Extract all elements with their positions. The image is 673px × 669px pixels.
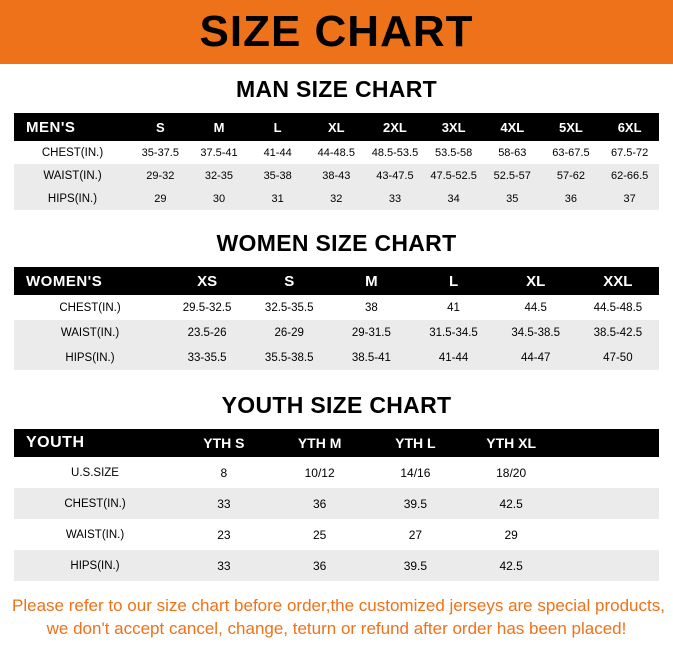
women-row-0-label: CHEST(IN.) [14,295,166,320]
table-row [14,164,659,187]
man-size-table [14,113,659,210]
women-row-2-val-3: 41-44 [412,345,494,370]
youth-row-0-label: U.S.SIZE [14,457,176,488]
youth-header-col-3: YTH XL [463,429,559,457]
table-row [14,519,659,550]
man-row-1-val-2: 35-38 [248,164,307,187]
youth-row-3-val-3: 42.5 [463,550,559,581]
youth-section-title: YOUTH SIZE CHART [221,392,452,418]
man-header-col-2: L [248,113,307,141]
man-row-1-val-5: 47.5-52.5 [424,164,483,187]
man-row-0-val-0: 35-37.5 [131,141,190,164]
man-row-1-val-1: 32-35 [190,164,249,187]
women-row-1-val-1: 26-29 [248,320,330,345]
youth-row-3-val-1: 36 [272,550,368,581]
women-section-title: WOMEN SIZE CHART [216,230,457,256]
table-row [14,550,659,581]
youth-header-spacer [559,429,659,457]
table-header-row [14,267,659,295]
youth-row-0-val-1: 10/12 [272,457,368,488]
man-row-1-val-6: 52.5-57 [483,164,542,187]
youth-row-1-spacer [559,488,659,519]
women-row-2-val-4: 44-47 [495,345,577,370]
women-header-col-1: S [248,267,330,295]
women-size-section [0,230,673,370]
man-row-2-label: HIPS(IN.) [14,187,131,210]
man-row-0-val-4: 48.5-53.5 [366,141,425,164]
youth-row-1-val-0: 33 [176,488,272,519]
youth-row-1-label: CHEST(IN.) [14,488,176,519]
women-row-2-val-5: 47-50 [577,345,659,370]
youth-row-0-val-0: 8 [176,457,272,488]
women-header-corner: WOMEN'S [14,267,166,295]
order-notice [0,595,673,641]
women-row-2-val-1: 35.5-38.5 [248,345,330,370]
women-header-col-4: XL [495,267,577,295]
youth-header-col-2: YTH L [368,429,464,457]
man-row-0-val-1: 37.5-41 [190,141,249,164]
man-row-0-val-5: 53.5-58 [424,141,483,164]
man-row-2-val-1: 30 [190,187,249,210]
man-row-2-val-7: 36 [542,187,601,210]
table-row [14,295,659,320]
women-row-1-val-0: 23.5-26 [166,320,248,345]
youth-row-3-val-0: 33 [176,550,272,581]
man-row-2-val-2: 31 [248,187,307,210]
man-header-col-0: S [131,113,190,141]
man-header-col-5: 3XL [424,113,483,141]
women-row-1-val-5: 38.5-42.5 [577,320,659,345]
youth-row-0-val-2: 14/16 [368,457,464,488]
man-row-0-val-6: 58-63 [483,141,542,164]
youth-row-2-val-3: 29 [463,519,559,550]
youth-row-3-val-2: 39.5 [368,550,464,581]
man-row-0-val-2: 41-44 [248,141,307,164]
youth-size-section [0,392,673,581]
youth-row-3-spacer [559,550,659,581]
man-row-1-val-8: 62-66.5 [600,164,659,187]
man-row-2-val-8: 37 [600,187,659,210]
page-title: SIZE CHART [199,7,474,56]
man-header-corner: MEN'S [14,113,131,141]
man-row-0-val-8: 67.5-72 [600,141,659,164]
women-header-col-2: M [330,267,412,295]
youth-row-2-label: WAIST(IN.) [14,519,176,550]
man-row-0-label: CHEST(IN.) [14,141,131,164]
man-row-2-val-6: 35 [483,187,542,210]
youth-row-0-spacer [559,457,659,488]
order-notice-line-1: Please refer to our size chart before order,the customized jerseys are special products, [12,596,665,615]
table-row [14,320,659,345]
table-row [14,488,659,519]
man-size-section [0,76,673,210]
women-header-col-5: XXL [577,267,659,295]
women-row-0-val-5: 44.5-48.5 [577,295,659,320]
man-header-col-4: 2XL [366,113,425,141]
man-section-title: MAN SIZE CHART [236,76,437,102]
women-row-2-label: HIPS(IN.) [14,345,166,370]
table-header-row [14,113,659,141]
man-row-2-val-0: 29 [131,187,190,210]
table-row [14,141,659,164]
man-header-col-3: XL [307,113,366,141]
order-notice-line-2: we don't accept cancel, change, teturn or refund after order has been placed! [46,618,627,638]
youth-size-table [14,429,659,581]
man-row-1-val-7: 57-62 [542,164,601,187]
man-header-col-8: 6XL [600,113,659,141]
youth-row-2-val-0: 23 [176,519,272,550]
man-header-col-1: M [190,113,249,141]
youth-row-1-val-3: 42.5 [463,488,559,519]
man-row-0-val-3: 44-48.5 [307,141,366,164]
man-row-2-val-5: 34 [424,187,483,210]
table-row [14,187,659,210]
man-header-col-7: 5XL [542,113,601,141]
table-header-row [14,429,659,457]
youth-row-2-spacer [559,519,659,550]
man-row-1-val-0: 29-32 [131,164,190,187]
man-row-1-label: WAIST(IN.) [14,164,131,187]
youth-row-2-val-1: 25 [272,519,368,550]
youth-header-corner: YOUTH [14,429,176,457]
women-size-table [14,267,659,370]
page-banner [0,0,673,64]
women-row-0-val-3: 41 [412,295,494,320]
women-row-0-val-4: 44.5 [495,295,577,320]
man-header-col-6: 4XL [483,113,542,141]
women-row-0-val-2: 38 [330,295,412,320]
youth-header-col-0: YTH S [176,429,272,457]
women-row-2-val-2: 38.5-41 [330,345,412,370]
women-row-1-val-3: 31.5-34.5 [412,320,494,345]
women-row-0-val-1: 32.5-35.5 [248,295,330,320]
man-row-0-val-7: 63-67.5 [542,141,601,164]
women-row-1-val-4: 34.5-38.5 [495,320,577,345]
women-row-1-val-2: 29-31.5 [330,320,412,345]
youth-row-1-val-1: 36 [272,488,368,519]
women-header-col-0: XS [166,267,248,295]
man-row-2-val-3: 32 [307,187,366,210]
man-row-2-val-4: 33 [366,187,425,210]
man-row-1-val-4: 43-47.5 [366,164,425,187]
youth-row-1-val-2: 39.5 [368,488,464,519]
youth-row-2-val-2: 27 [368,519,464,550]
women-row-2-val-0: 33-35.5 [166,345,248,370]
women-row-1-label: WAIST(IN.) [14,320,166,345]
youth-row-0-val-3: 18/20 [463,457,559,488]
table-row [14,457,659,488]
table-row [14,345,659,370]
man-row-1-val-3: 38-43 [307,164,366,187]
women-row-0-val-0: 29.5-32.5 [166,295,248,320]
youth-header-col-1: YTH M [272,429,368,457]
women-header-col-3: L [412,267,494,295]
youth-row-3-label: HIPS(IN.) [14,550,176,581]
